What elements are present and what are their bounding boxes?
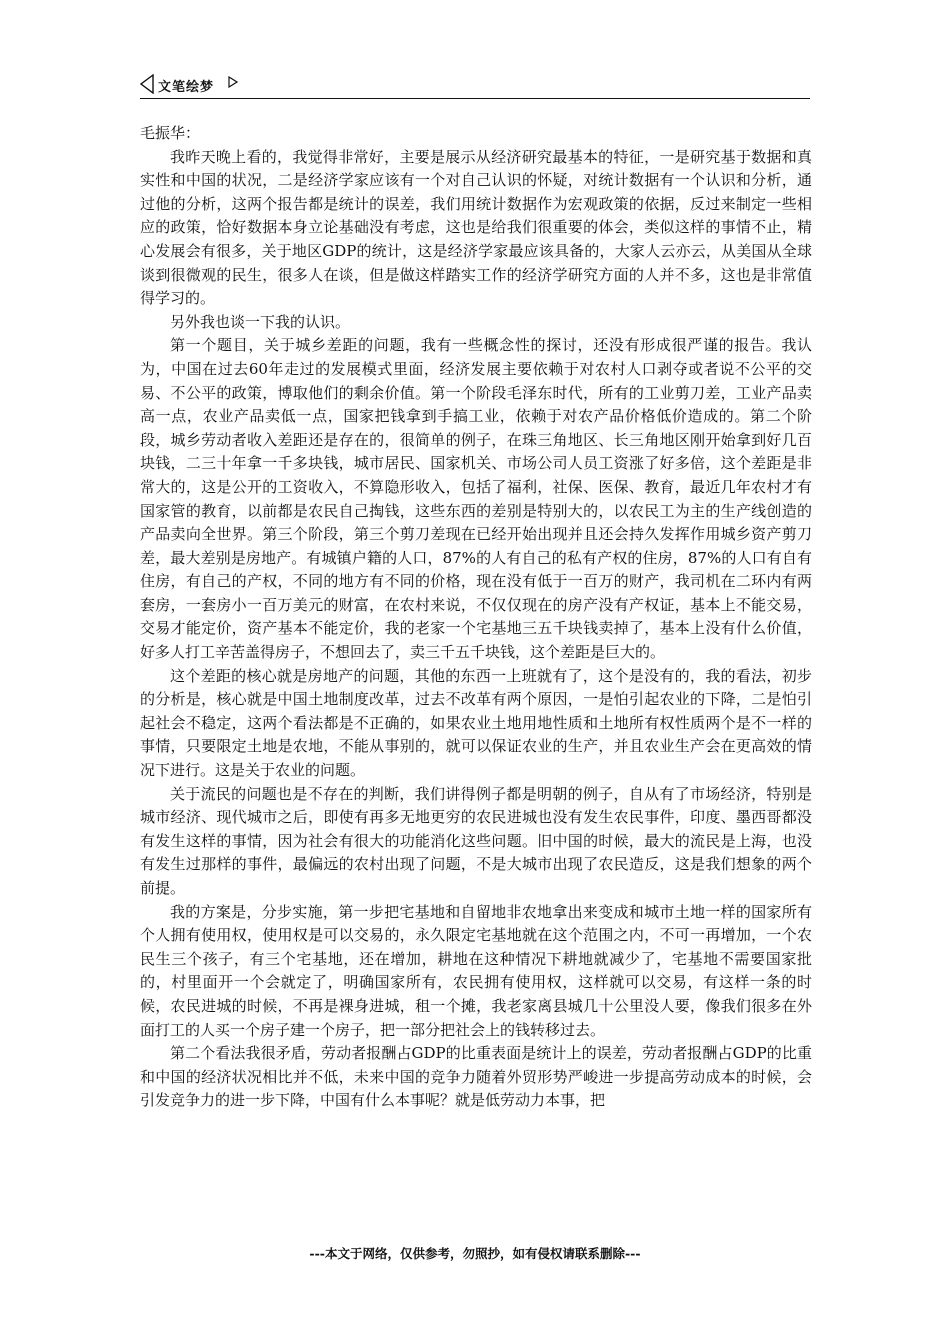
paragraph: 我的方案是，分步实施，第一步把宅基地和自留地非农地拿出来变成和城市土地一样的国家所有个人拥有使用权，使用权是可以交易的，永久限定宅基地就在这个范围之内，不可一再增加，一个农民生三个孩子，有三个宅基地，还在增加，耕地在这种情况下耕地就减少了，宅基地不需要国家批的，村里面开一个会就定了，明确国家所有，农民拥有使用权，这样就可以交易，有这样一条的时候，农民进城的时候，不再是裸身进城，租一个摊，我老家离县城几十公里没人要，像我们很多在外面打工的人买一个房子建一个房子，把一部分把社会上的钱转移过去。 <box>140 902 812 1039</box>
triangle-right-icon <box>228 76 238 88</box>
paragraph: 第二个看法我很矛盾，劳动者报酬占GDP的比重表面是统计上的误差，劳动者报酬占GDP的比重和中国的经济状况相比并不低，未来中国的竞争力随着外贸形势严峻进一步提高劳动成本的时候，会引发竞争力的进一步下降，中国有什么本事呢？就是低劳动力本事，把 <box>140 1044 812 1110</box>
footer-notice: ---本文于网络，仅供参考，勿照抄，如有侵权请联系删除--- <box>309 1246 641 1261</box>
paragraph: 关于流民的问题也是不存在的判断，我们讲得例子都是明朝的例子，自从有了市场经济，特别是城市经济、现代城市之后，即使有再多无地更穷的农民进城也没有发生农民事件，印度、墨西哥都没有发生这样的事情，因为社会有很大的功能消化这些问题。旧中国的时候，最大的流民是上海，也没有发生过那样的事件，最偏远的农村出现了问题，不是大城市出现了农民造反，这是我们想象的两个前提。 <box>140 784 812 897</box>
speaker-name: 毛振华： <box>140 124 201 142</box>
header-divider <box>140 98 810 99</box>
paragraph: 第一个题目，关于城乡差距的问题，我有一些概念性的探讨，还没有形成很严谨的报告。我认为，中国在过去60年走过的发展模式里面，经济发展主要依赖于对农村人口剥夺或者说不公平的交易、不公平的政策，博取他们的剩余价值。第一个阶段毛泽东时代，所有的工业剪刀差，工业产品卖高一点，农业产品卖低一点，国家把钱拿到手搞工业，依赖于对农产品价格低价造成的。第二个阶段，城乡劳动者收入差距还是存在的，很简单的例子，在珠三角地区、长三角地区刚开始拿到好几百块钱，二三十年拿一千多块钱，城市居民、国家机关、市场公司人员工资涨了好多倍，这个差距是非常大的，这是公开的工资收入，不算隐形收入，包括了福利，社保、医保、教育，最近几年农村才有国家管的教育，以前都是农民自己掏钱，这些东西的差别是特别大的，以农民工为主的生产线创造的产品卖向全世界。第三个阶段，第三个剪刀差现在已经开始出现并且还会持久发挥作用城乡资产剪刀差，最大差别是房地产。有城镇户籍的人口，87%的人有自己的私有产权的住房，87%的人口有自有住房，有自己的产权，不同的地方有不同的价格，现在没有低于一百万的财产，我司机在二环内有两套房，一套房小一百万美元的财富，在农村来说，不仅仅现在的房产没有产权证，基本上不能交易，交易才能定价，资产基本不能定价，我的老家一个宅基地三五千块钱卖掉了，基本上没有什么价值，好多人打工辛苦盖得房子，不想回去了，卖三千五千块钱，这个差距是巨大的。 <box>140 336 812 662</box>
paragraph: 这个差距的核心就是房地产的问题，其他的东西一上班就有了，这个是没有的，我的看法，初步的分析是，核心就是中国土地制度改革，过去不改革有两个原因，一是怕引起农业的下降，二是怕引起社会不稳定，这两个看法都是不正确的，如果农业土地用地性质和土地所有权性质两个是不一样的事情，只要限定土地是农地，不能从事别的，就可以保证农业的生产，并且农业生产会在更高效的情况下进行。这是关于农业的问题。 <box>140 666 812 780</box>
triangle-left-icon <box>140 74 154 94</box>
document-body <box>140 122 812 1113</box>
page-header <box>140 72 810 98</box>
brand-title: 文笔绘梦 <box>158 80 215 95</box>
paragraph: 我昨天晚上看的，我觉得非常好，主要是展示从经济研究最基本的特征，一是研究基于数据和真实性和中国的状况，二是经济学家应该有一个对自己认识的怀疑，对统计数据有一个认识和分析，通过他的分析，这两个报告都是统计的误差，我们用统计数据作为宏观政策的依据，反过来制定一些相应的政策，恰好数据本身立论基础没有考虑，这也是给我们很重要的体会，类似这样的事情不止，精心发展会有很多，关于地区GDP的统计，这是经济学家最应该具备的，大家人云亦云，从美国从全球谈到很微观的民生，很多人在谈，但是做这样踏实工作的经济学研究方面的人并不多，这也是非常值得学习的。 <box>140 147 812 308</box>
paragraph: 另外我也谈一下我的认识。 <box>170 312 351 331</box>
